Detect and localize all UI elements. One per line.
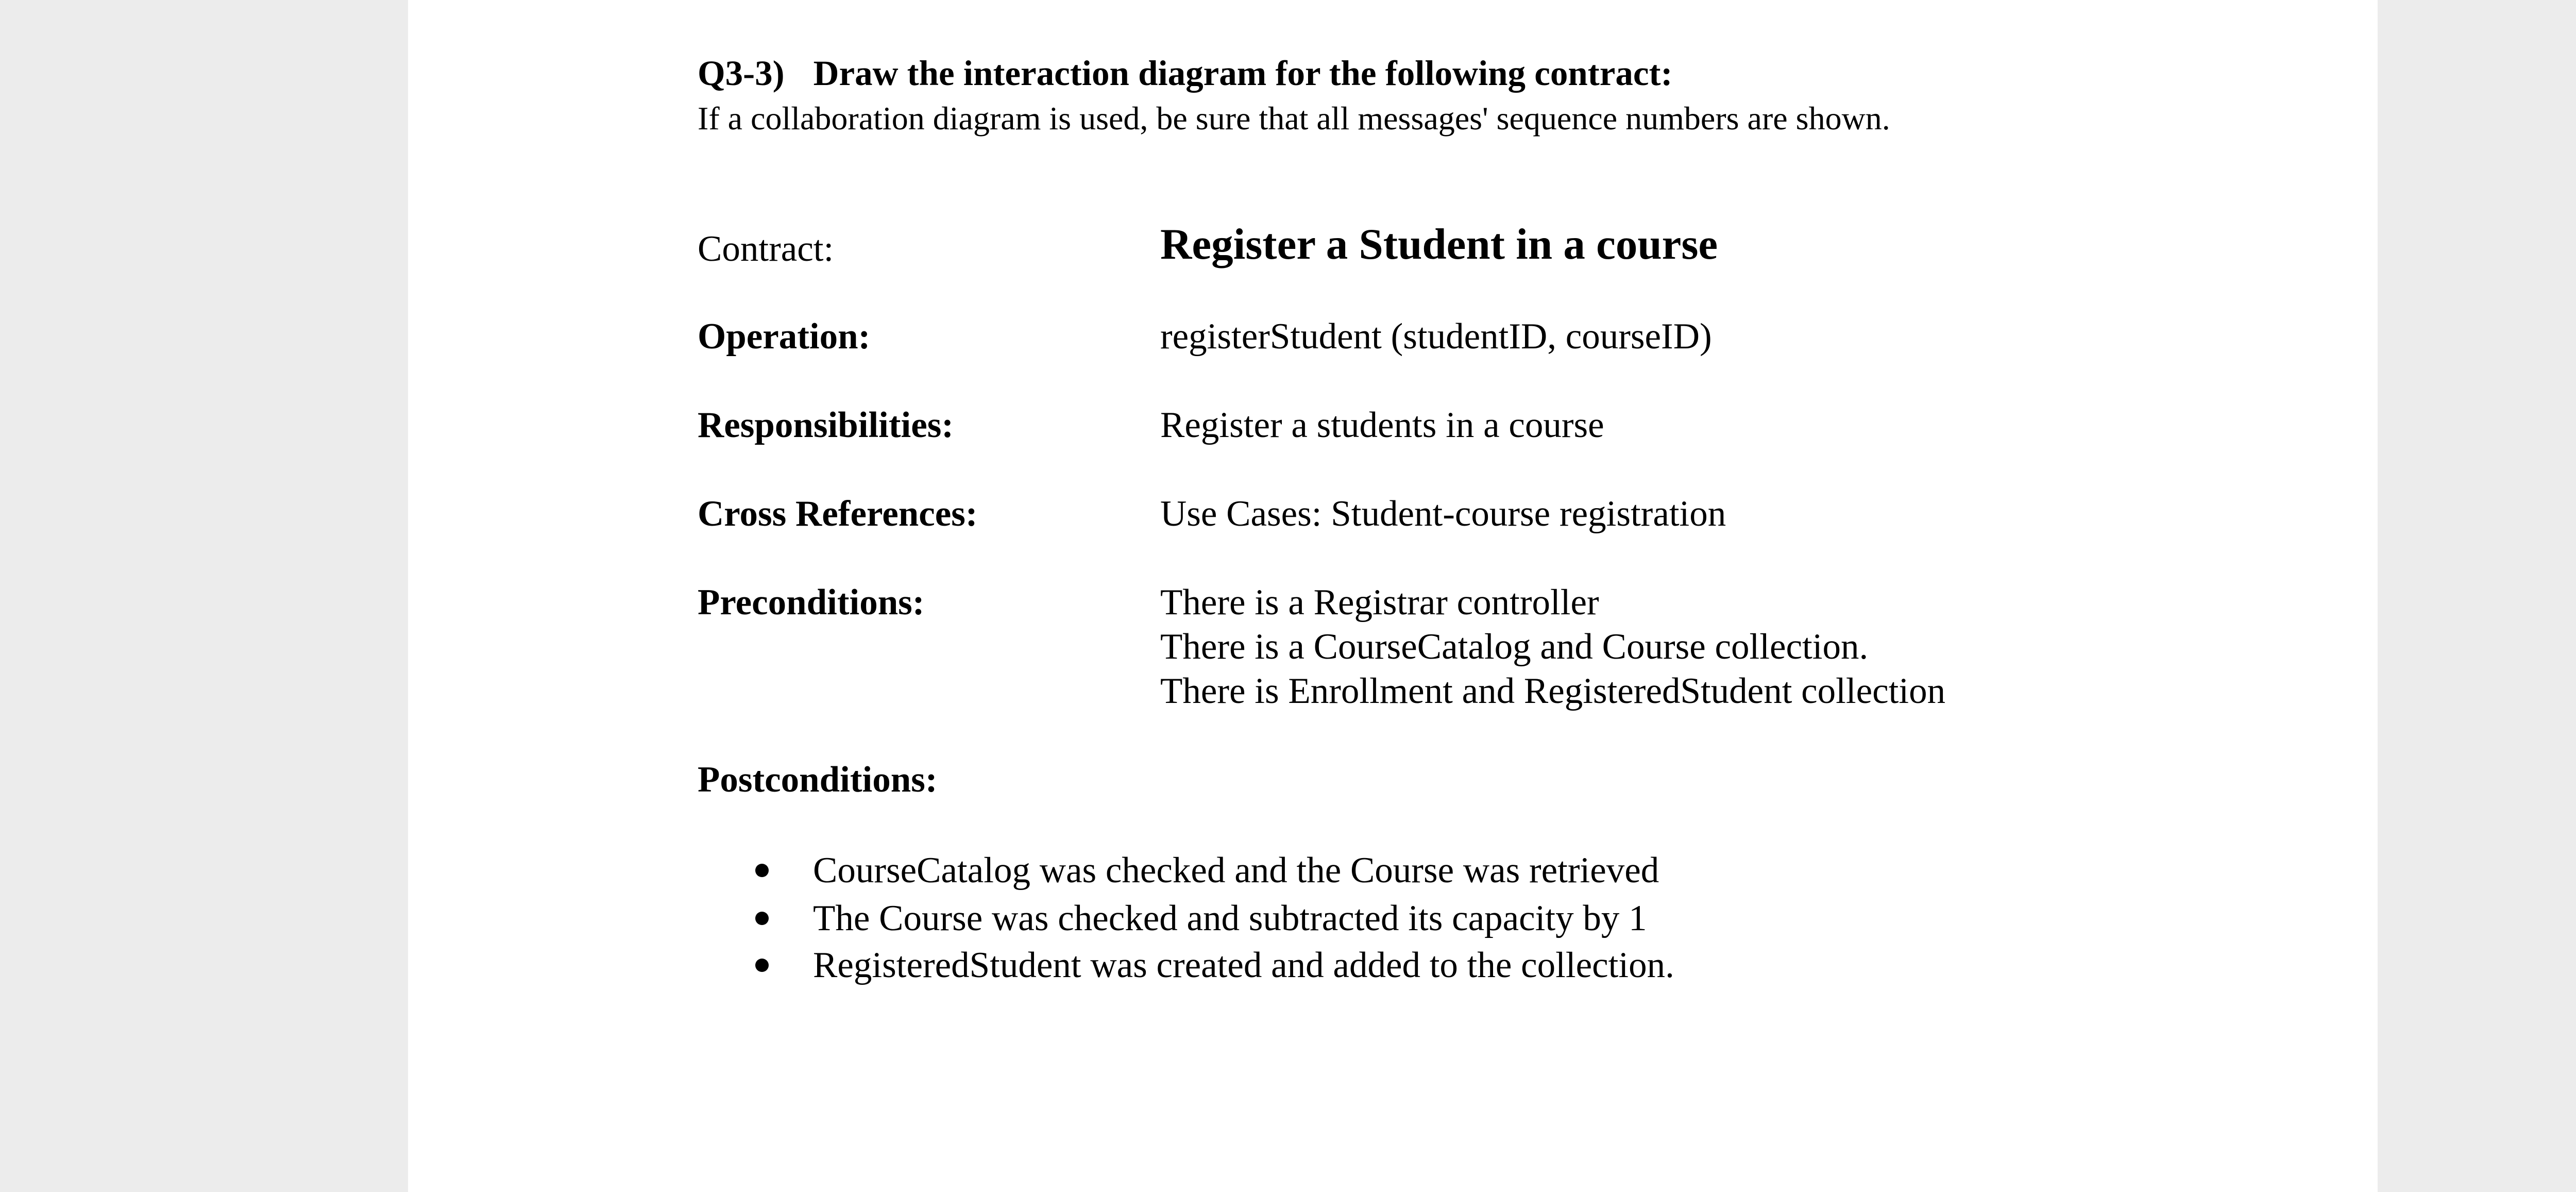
bullet-icon xyxy=(755,864,769,877)
operation-value: registerStudent (studentID, courseID) xyxy=(1160,316,1712,357)
precondition-item: There is a CourseCatalog and Course collection. xyxy=(1160,627,1869,667)
postcondition-text: The Course was checked and subtracted its capacity by 1 xyxy=(813,898,1647,938)
precondition-item: There is Enrollment and RegisteredStudent collection xyxy=(1160,671,1946,711)
cross-references-label: Cross References: xyxy=(698,494,978,534)
precondition-item: There is a Registrar controller xyxy=(1160,582,1599,623)
question-instructions: If a collaboration diagram is used, be sure that all messages' sequence numbers are shown. xyxy=(698,100,1890,137)
question-heading xyxy=(698,56,1672,91)
postconditions-label: Postconditions: xyxy=(698,760,938,800)
responsibilities-label: Responsibilities: xyxy=(698,405,954,445)
contract-name: Register a Student in a course xyxy=(1160,220,1718,268)
responsibilities-value: Register a students in a course xyxy=(1160,405,1604,445)
document-page xyxy=(408,0,2378,1192)
question-number: Q3-3) xyxy=(698,54,785,93)
postcondition-text: CourseCatalog was checked and the Course was retrieved xyxy=(813,850,1659,891)
bullet-icon xyxy=(755,959,769,972)
operation-label: Operation: xyxy=(698,316,871,357)
postcondition-text: RegisteredStudent was created and added to the collection. xyxy=(813,945,1674,985)
question-title: Draw the interaction diagram for the following contract: xyxy=(813,54,1673,93)
cross-references-value: Use Cases: Student-course registration xyxy=(1160,494,1726,534)
bullet-icon xyxy=(755,912,769,925)
contract-label: Contract: xyxy=(698,229,834,269)
preconditions-label: Preconditions: xyxy=(698,582,925,623)
